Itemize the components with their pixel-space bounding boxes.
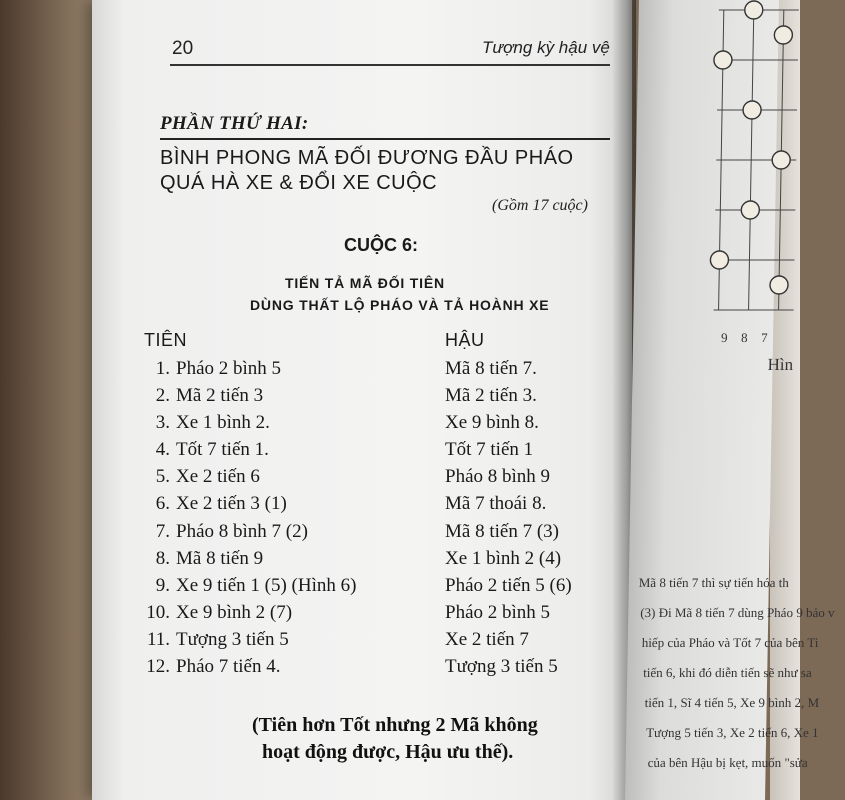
move-number: 4.	[155, 439, 170, 461]
move-tien: Xe 2 tiến 3 (1)	[176, 493, 287, 515]
move-hau: Xe 1 bình 2 (4)	[445, 547, 562, 569]
move-hau: Pháo 2 bình 5	[445, 601, 551, 623]
section-divider	[160, 138, 610, 140]
move-row-tien	[144, 436, 356, 463]
move-number: 11.	[146, 628, 170, 650]
move-tien: Tượng 3 tiến 5	[176, 628, 289, 650]
game-subtitle-1: TIẾN TẢ MÃ ĐỐI TIÊN	[285, 275, 445, 291]
move-hau: Mã 8 tiến 7 (3)	[445, 520, 559, 542]
move-row-tien	[144, 653, 356, 680]
move-row-tien	[144, 490, 356, 517]
move-row-tien	[144, 545, 356, 572]
page-number: 20	[172, 38, 194, 59]
moves-list-tien	[144, 355, 356, 680]
move-tien: Mã 8 tiến 9	[176, 547, 264, 569]
right-page-note-line: tiến 6, khi đó diễn tiến sẽ như sa	[643, 665, 812, 680]
header-divider	[170, 64, 610, 66]
game-subtitle-2: DÙNG THẤT LỘ PHÁO VÀ TẢ HOÀNH XE	[250, 297, 550, 313]
move-hau: Mã 8 tiến 7.	[445, 358, 537, 379]
move-hau: Mã 2 tiến 3.	[445, 385, 537, 407]
move-row-tien	[144, 463, 356, 490]
right-page-note-line: tiến 1, Sĩ 4 tiến 5, Xe 9 bình 2, M	[644, 695, 820, 710]
column-head-tien: TIÊN	[144, 330, 188, 350]
move-row-tien	[144, 518, 356, 545]
game-count: (Gồm 17 cuộc)	[492, 197, 588, 214]
move-tien: Tốt 7 tiến 1.	[176, 439, 269, 461]
section-title	[160, 146, 574, 196]
move-hau: Mã 7 thoái 8.	[445, 493, 547, 515]
file-number: 8	[740, 330, 748, 345]
move-tien: Xe 1 bình 2.	[176, 412, 270, 434]
xiangqi-board-diagram	[713, 0, 799, 320]
move-hau: Tốt 7 tiến 1	[445, 439, 534, 461]
move-row-tien	[144, 409, 356, 436]
column-head-hau: HẬU	[445, 330, 485, 350]
section-label: PHẦN THỨ HAI:	[160, 113, 309, 134]
game-verdict	[252, 712, 652, 766]
move-row-tien	[144, 626, 356, 653]
move-number: 1.	[155, 358, 170, 379]
book-page-right	[625, 0, 835, 800]
right-page-note-line: Mã 8 tiến 7 thì sự tiến hóa th	[638, 575, 789, 590]
move-number: 2.	[155, 385, 170, 407]
move-number: 10.	[146, 601, 170, 623]
section-title-line1: BÌNH PHONG MÃ ĐỐI ĐƯƠNG ĐẦU PHÁO	[160, 147, 574, 169]
file-number: 7	[760, 330, 768, 345]
file-number: 9	[720, 330, 728, 345]
move-hau: Pháo 2 tiến 5 (6)	[445, 574, 572, 596]
right-page-note-line: (3) Đi Mã 8 tiến 7 dùng Pháo 9 bảo v	[640, 605, 835, 620]
move-hau: Xe 9 bình 8.	[445, 412, 539, 434]
move-number: 3.	[155, 412, 170, 434]
section-title-line2: QUÁ HÀ XE & ĐỔI XE CUỘC	[160, 172, 438, 194]
move-row-tien	[144, 572, 356, 599]
move-tien: Xe 2 tiến 6	[176, 466, 260, 488]
move-number: 8.	[155, 547, 170, 569]
right-page-note-line: của bên Hậu bị kẹt, muốn "sửa	[647, 755, 808, 770]
move-hau: Pháo 8 bình 9	[445, 466, 551, 488]
move-tien: Pháo 7 tiến 4.	[176, 656, 281, 678]
move-tien: Xe 9 tiến 1 (5) (Hình 6)	[176, 574, 357, 596]
move-number: 7.	[155, 520, 170, 542]
move-tien: Pháo 2 bình 5	[176, 358, 282, 379]
game-title: CUỘC 6:	[344, 235, 419, 255]
move-row-tien	[144, 382, 356, 409]
move-tien: Mã 2 tiến 3	[176, 385, 264, 407]
verdict-line1: (Tiên hơn Tốt nhưng 2 Mã không	[252, 714, 538, 736]
moves-list-hau	[445, 355, 572, 680]
move-row-tien	[144, 355, 356, 382]
move-hau: Xe 2 tiến 7	[445, 628, 529, 650]
right-page-note-line: hiếp của Pháo và Tốt 7 của bên Ti	[641, 635, 819, 650]
move-tien: Pháo 8 bình 7 (2)	[176, 520, 308, 542]
move-row-tien	[144, 599, 356, 626]
move-hau: Tượng 3 tiến 5	[445, 656, 558, 678]
move-number: 5.	[155, 466, 170, 488]
move-number: 12.	[146, 656, 170, 678]
move-tien: Xe 9 bình 2 (7)	[176, 601, 293, 623]
move-number: 6.	[155, 493, 170, 515]
right-page-note-line: Tượng 5 tiến 3, Xe 2 tiến 6, Xe 1	[646, 725, 819, 740]
verdict-line2: hoạt động được, Hậu ưu thế).	[262, 741, 514, 763]
book-page-left	[92, 0, 632, 800]
figure-label: Hìn	[767, 355, 794, 374]
running-title: Tượng kỳ hậu vệ	[482, 38, 610, 57]
move-number: 9.	[155, 574, 170, 596]
